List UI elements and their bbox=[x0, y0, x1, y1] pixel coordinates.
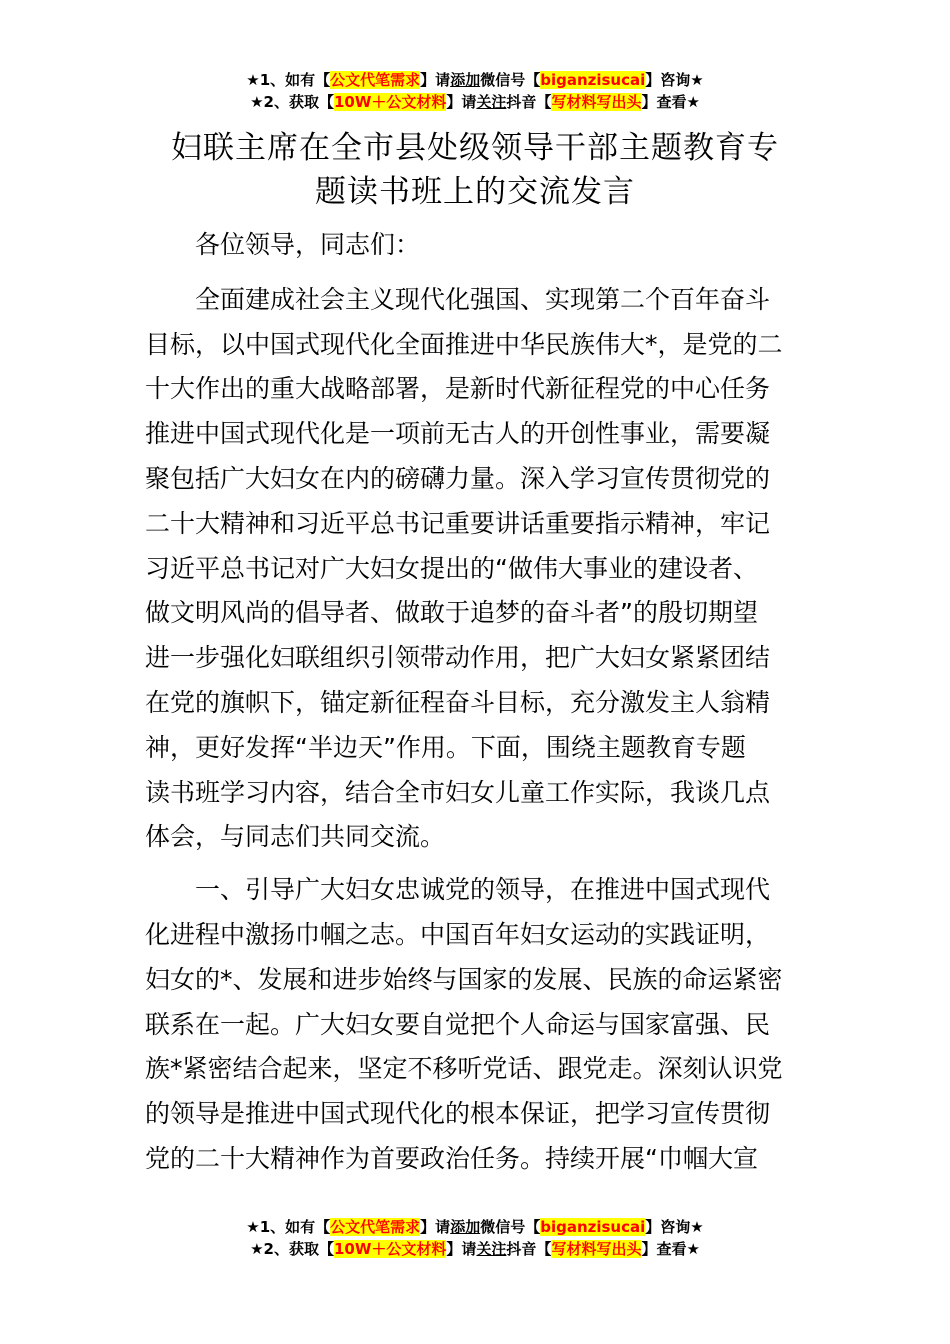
text-line: 妇女的*、发展和进步始终与国家的发展、民族的命运紧密 bbox=[145, 964, 783, 994]
highlight-douyin-account: 写材料写出头 bbox=[551, 1240, 642, 1258]
banner-text: 】查看★ bbox=[641, 1240, 700, 1258]
text-line: 化进程中激扬巾帼之志。中国百年妇女运动的实践证明， bbox=[145, 919, 771, 949]
banner-text: 】请 bbox=[420, 71, 451, 89]
banner-text: 微信号【 bbox=[480, 71, 541, 89]
text-line: 二十大精神和习近平总书记重要讲话重要指示精神，牢记 bbox=[145, 508, 771, 538]
banner-line-1 bbox=[0, 69, 950, 91]
highlight-wechat-id: biganzisucai bbox=[540, 71, 646, 89]
highlight-ghostwriting: 公文代笔需求 bbox=[330, 71, 421, 89]
text-line: 党的二十大精神作为首要政治任务。持续开展“巾帼大宣 bbox=[145, 1143, 758, 1173]
banner-line-1 bbox=[0, 1216, 950, 1238]
document-body bbox=[145, 223, 810, 1182]
text-line: 聚包括广大妇女在内的磅礴力量。深入学习宣传贯彻党的 bbox=[145, 463, 771, 493]
banner-text: 抖音【 bbox=[506, 93, 552, 111]
banner-text: 】请 bbox=[446, 1240, 477, 1258]
text-line: 读书班学习内容，结合全市妇女儿童工作实际，我谈几点 bbox=[145, 777, 771, 807]
highlight-wechat-id: biganzisucai bbox=[540, 1218, 646, 1236]
text-line: 习近平总书记对广大妇女提出的“做伟大事业的建设者、 bbox=[145, 553, 758, 583]
highlight-ghostwriting: 公文代笔需求 bbox=[330, 1218, 421, 1236]
text-line: 族*紧密结合起来，坚定不移听党话、跟党走。深刻认识党 bbox=[145, 1054, 783, 1084]
banner-text: 微信号【 bbox=[480, 1218, 541, 1236]
title-line: 题读书班上的交流发言 bbox=[315, 174, 635, 210]
underline-follow: 关注 bbox=[476, 93, 507, 111]
document-title bbox=[140, 126, 810, 214]
highlight-materials: 10W＋公文材料 bbox=[333, 93, 447, 111]
footer-banner bbox=[0, 1216, 950, 1260]
underline-add: 添加 bbox=[450, 1218, 481, 1236]
highlight-materials: 10W＋公文材料 bbox=[333, 1240, 447, 1258]
banner-text: ★1、如有【 bbox=[246, 1218, 331, 1236]
text-line: 做文明风尚的倡导者、做敢于追梦的奋斗者”的殷切期望 bbox=[145, 598, 758, 628]
underline-follow: 关注 bbox=[476, 1240, 507, 1258]
text-line: 在党的旗帜下，锚定新征程奋斗目标，充分激发主人翁精 bbox=[145, 687, 771, 717]
text-line: 全面建成社会主义现代化强国、实现第二个百年奋斗 bbox=[195, 284, 771, 314]
banner-line-2 bbox=[0, 1238, 950, 1260]
text-line: 目标，以中国式现代化全面推进中华民族伟大*，是党的二 bbox=[145, 329, 783, 359]
text-line: 神，更好发挥“半边天”作用。下面，围绕主题教育专题 bbox=[145, 732, 746, 762]
banner-text: ★2、获取【 bbox=[250, 93, 334, 111]
banner-text: 抖音【 bbox=[506, 1240, 552, 1258]
banner-text: ★1、如有【 bbox=[246, 71, 331, 89]
banner-text: 】查看★ bbox=[641, 93, 700, 111]
salutation: 各位领导，同志们： bbox=[195, 230, 421, 259]
text-line: 联系在一起。广大妇女要自觉把个人命运与国家富强、民 bbox=[145, 1009, 771, 1039]
text-line: 进一步强化妇联组织引领带动作用，把广大妇女紧紧团结 bbox=[145, 643, 771, 673]
text-line: 的领导是推进中国式现代化的根本保证，把学习宣传贯彻 bbox=[145, 1099, 771, 1129]
underline-add: 添加 bbox=[450, 71, 481, 89]
highlight-douyin-account: 写材料写出头 bbox=[551, 93, 642, 111]
header-banner bbox=[0, 69, 950, 113]
banner-text: 】请 bbox=[446, 93, 477, 111]
text-line: 十大作出的重大战略部署，是新时代新征程党的中心任务 bbox=[145, 374, 771, 404]
text-line: 推进中国式现代化是一项前无古人的开创性事业，需要凝 bbox=[145, 419, 771, 449]
text-line: 体会，与同志们共同交流。 bbox=[145, 822, 446, 852]
banner-text: 】请 bbox=[420, 1218, 451, 1236]
banner-line-2 bbox=[0, 91, 950, 113]
text-line: 一、引导广大妇女忠诚党的领导，在推进中国式现代 bbox=[195, 875, 771, 905]
paragraph-2 bbox=[145, 868, 810, 1182]
title-line: 妇联主席在全市县处级领导干部主题教育专 bbox=[171, 130, 779, 166]
banner-text: 】咨询★ bbox=[645, 1218, 704, 1236]
banner-text: 】咨询★ bbox=[645, 71, 704, 89]
banner-text: ★2、获取【 bbox=[250, 1240, 334, 1258]
paragraph-1 bbox=[145, 278, 810, 860]
